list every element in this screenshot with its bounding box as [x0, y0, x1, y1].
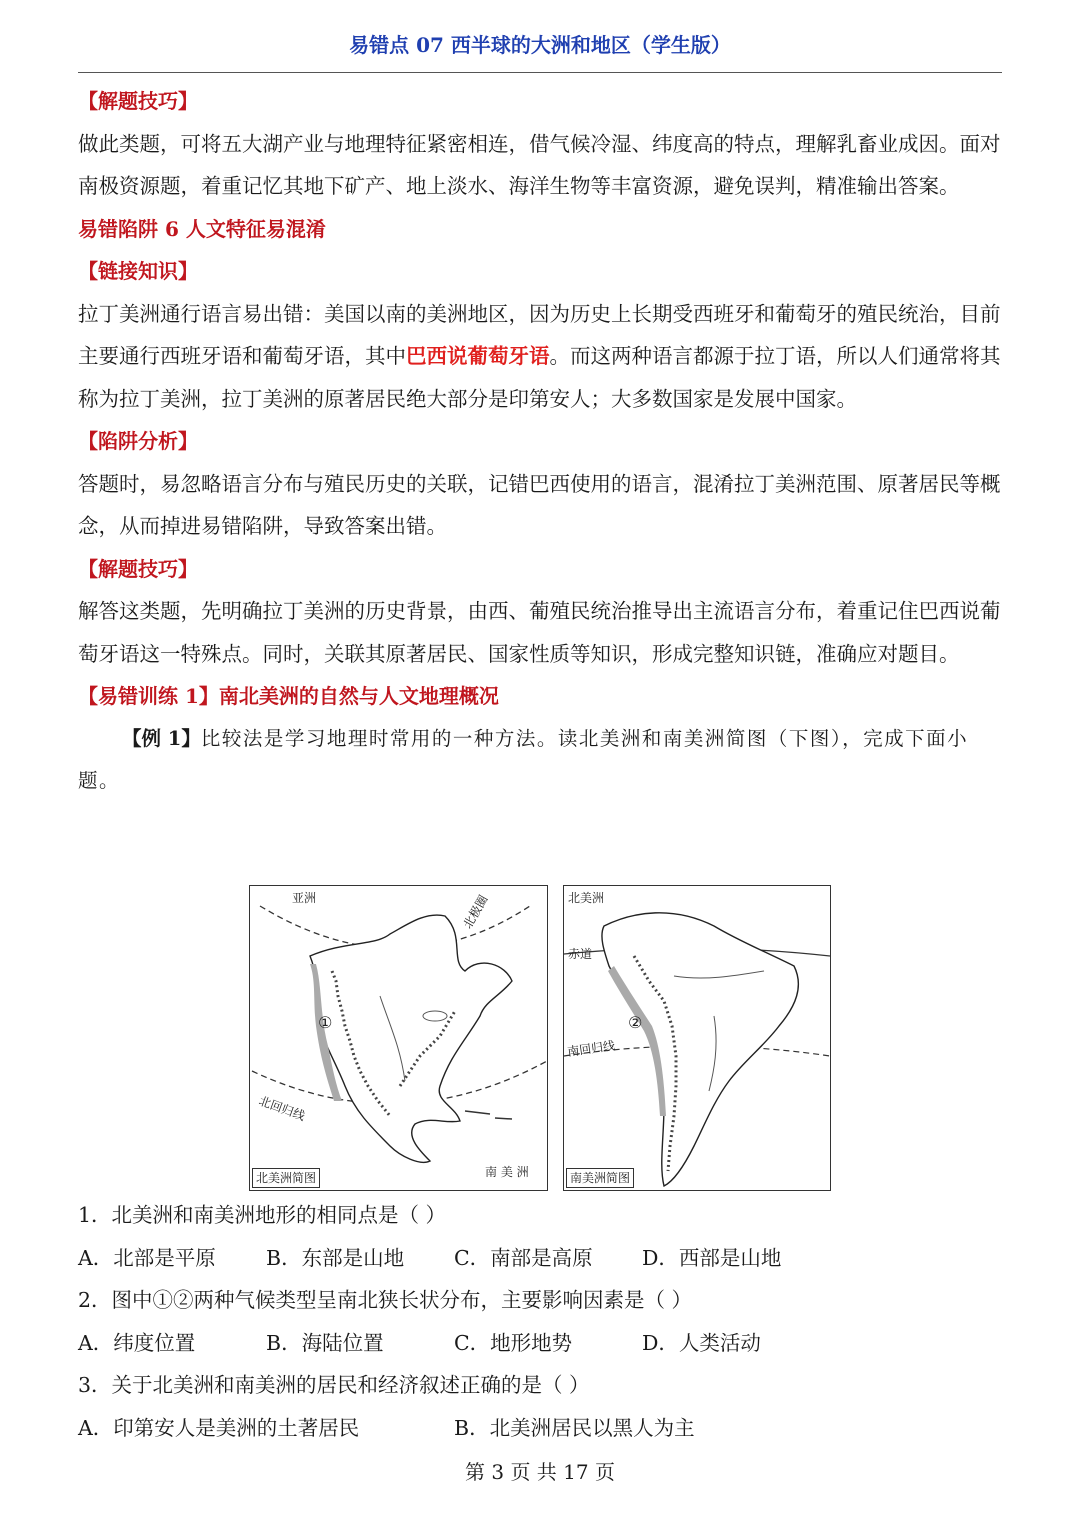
page-footer: [0, 1455, 1080, 1489]
q1-option-d: D．西部是山地: [642, 1245, 782, 1270]
link-text-before: 拉丁美洲通行语言易出错：美国以南的美洲地区，因为历史上长期受西班牙和葡萄牙的殖民统治，目前主要通行西班牙语和葡萄牙语，其中: [78, 301, 1001, 368]
south-america-map-drawing: [564, 886, 830, 1190]
question-2-options: [78, 1322, 1002, 1365]
document-title: 易错点 07 西半球的大洲和地区（学生版）: [349, 33, 731, 57]
question-1-options: [78, 1237, 1002, 1280]
trap-title: 易错陷阱 6 人文特征易混淆: [78, 216, 326, 241]
q1-option-a: A．北部是平原: [78, 1245, 216, 1270]
label-equator: 赤道: [568, 947, 593, 961]
example-paragraph: [78, 718, 1002, 803]
north-america-map: [249, 885, 548, 1191]
main-content: [78, 80, 1002, 803]
question-1-stem: 1．北美洲和南美洲地形的相同点是（ ）: [78, 1203, 447, 1227]
q1-option-c: C．南部是高原: [454, 1245, 593, 1270]
label-arctic-circle: 北极圈: [460, 892, 491, 931]
tips-paragraph-2: 解答这类题，先明确拉丁美洲的历史背景，由西、葡殖民统治推导出主流语言分布，着重记住巴西说葡萄牙语这一特殊点。同时，关联其原著居民、国家性质等知识，形成完整知识链，准确应对题目。: [78, 599, 1001, 666]
q3-option-a: A．印第安人是美洲的土著居民: [78, 1415, 360, 1440]
tips-paragraph-1: 做此类题，可将五大湖产业与地理特征紧密相连，借气候冷湿、纬度高的特点，理解乳畜业成因。面对南极资源题，着重记忆其地下矿产、地上淡水、海洋生物等丰富资源，避免误判，精准输出答案。: [78, 131, 1001, 198]
q2-option-c: C．地形地势: [454, 1330, 573, 1355]
label-asia: 亚洲: [292, 891, 317, 905]
label-tropic-cancer: 北回归线: [256, 1093, 307, 1124]
example-label: 【例 1】: [122, 726, 201, 750]
north-america-map-drawing: [250, 886, 547, 1190]
label-south-america: 南 美 洲: [485, 1165, 529, 1179]
marker-2: ②: [628, 1013, 643, 1032]
question-2-stem: 2．图中①②两种气候类型呈南北狭长状分布，主要影响因素是（ ）: [78, 1288, 693, 1312]
trap-analysis-paragraph: 答题时，易忽略语言分布与殖民历史的关联，记错巴西使用的语言，混淆拉丁美洲范围、原著居民等概念，从而掉进易错陷阱，导致答案出错。: [78, 471, 1001, 538]
link-text-after: 。而这两种语言都源于拉丁语，所以人们通常将其称为拉丁美洲，拉丁美洲的原著居民绝大部分是印第安人；大多数国家是发展中国家。: [78, 344, 1001, 411]
americas-figure: [249, 885, 831, 1191]
q3-option-b: B．北美洲居民以黑人为主: [454, 1415, 695, 1440]
label-tropic-capricorn: 南回归线: [566, 1038, 616, 1059]
link-knowledge-heading: 【链接知识】: [78, 259, 198, 283]
caribbean-islands: [465, 1111, 512, 1119]
trap-analysis-heading: 【陷阱分析】: [78, 429, 198, 453]
q2-option-b: B．海陆位置: [266, 1330, 384, 1355]
tips-heading-2: 【解题技巧】: [78, 556, 198, 581]
north-america-outline: [310, 915, 512, 1162]
south-america-map: [563, 885, 831, 1191]
north-america-caption: 北美洲简图: [252, 1168, 320, 1188]
example-text: 比较法是学习地理时常用的一种方法。读北美洲和南美洲简图（下图），完成下面小题。: [78, 726, 969, 792]
question-3-options: [78, 1407, 1002, 1450]
question-list: [78, 1194, 1002, 1449]
question-3-stem: 3．关于北美洲和南美洲的居民和经济叙述正确的是（ ）: [78, 1373, 590, 1397]
link-knowledge-paragraph: [78, 293, 1002, 421]
q2-option-d: D．人类活动: [642, 1330, 761, 1355]
q1-option-b: B．东部是山地: [266, 1245, 405, 1270]
page-header: [78, 28, 1002, 73]
marker-1: ①: [318, 1013, 333, 1032]
q2-option-a: A．纬度位置: [78, 1330, 196, 1355]
south-america-caption: 南美洲简图: [566, 1168, 634, 1188]
label-north-america: 北美洲: [568, 891, 605, 905]
link-highlight: 巴西说葡萄牙语: [406, 344, 550, 368]
training-title: 【易错训练 1】南北美洲的自然与人文地理概况: [78, 684, 499, 708]
page-number: 第 3 页 共 17 页: [465, 1460, 615, 1484]
tips-heading-1: 【解题技巧】: [78, 89, 198, 113]
